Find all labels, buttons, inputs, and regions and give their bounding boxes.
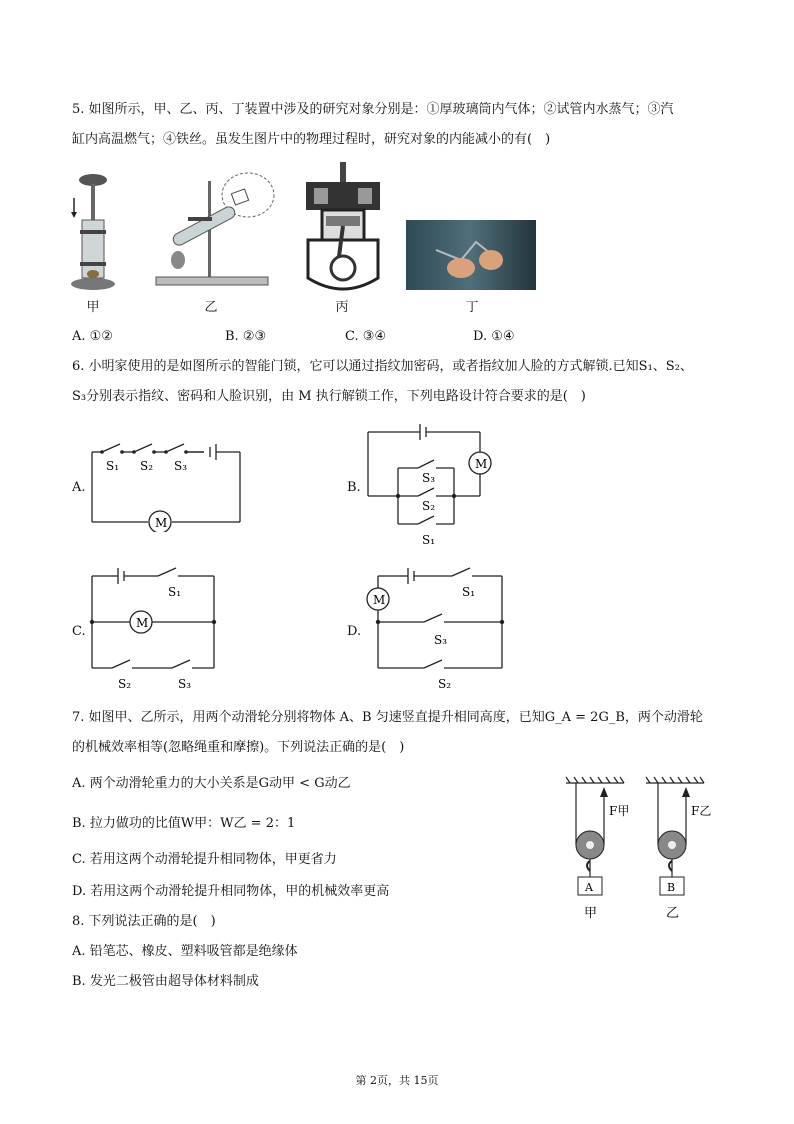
q6-option-b-letter[interactable]: B. (347, 480, 361, 495)
q5-caption-ding: 丁 (465, 300, 479, 315)
circuit-d-s2: S₂ (438, 677, 452, 691)
pulley-block-b: B (667, 881, 676, 894)
circuit-d-diagram (366, 564, 516, 694)
circuit-c-motor: M (136, 616, 149, 630)
q6-option-c-letter[interactable]: C. (72, 624, 86, 639)
circuit-d-motor: M (373, 593, 386, 607)
test-tube-steam-figure (148, 165, 278, 295)
circuit-a-s2: S₂ (140, 459, 154, 473)
circuit-c-diagram (88, 564, 228, 694)
circuit-a-motor: M (155, 516, 168, 530)
circuit-c-s2: S₂ (118, 677, 132, 691)
circuit-c-s1: S₁ (168, 585, 182, 599)
page-footer: 第 2页，共 15页 (355, 1074, 439, 1087)
q7-option-c[interactable]: C. 若用这两个动滑轮提升相同物体，甲更省力 (72, 852, 337, 867)
q7-option-d[interactable]: D. 若用这两个动滑轮提升相同物体，甲的机械效率更高 (72, 884, 390, 899)
q7-option-a[interactable]: A. 两个动滑轮重力的大小关系是G动甲 < G动乙 (72, 776, 351, 791)
engine-cylinder-figure (298, 160, 388, 296)
q7-stem-line2: 的机械效率相等(忽略绳重和摩擦)。下列说法正确的是( ) (72, 740, 405, 755)
pulley-caption-jia: 甲 (584, 906, 598, 921)
q5-option-a[interactable]: A. ①② (72, 329, 113, 344)
circuit-b-s1: S₁ (422, 533, 436, 547)
q5-stem-line1: 5. 如图所示，甲、乙、丙、丁装置中涉及的研究对象分别是：①厚玻璃筒内气体；②试管内水蒸气；③汽 (72, 102, 674, 117)
q5-caption-bing: 丙 (335, 300, 349, 315)
pulley-figure (560, 775, 720, 925)
q8-option-a[interactable]: A. 铅笔芯、橡皮、塑料吸管都是绝缘体 (72, 944, 298, 959)
circuit-c-s3: S₃ (178, 677, 192, 691)
q7-stem-line1: 7. 如图甲、乙所示，用两个动滑轮分别将物体 A、B 匀速竖直提升相同高度，已知G_A = 2G_B，两个动滑轮 (72, 710, 703, 725)
circuit-a-s3: S₃ (174, 459, 188, 473)
q5-option-d[interactable]: D. ①④ (473, 329, 515, 344)
circuit-b-motor: M (475, 457, 488, 471)
circuit-b-s2: S₂ (422, 499, 436, 513)
q6-option-d-letter[interactable]: D. (347, 624, 362, 639)
q8-option-b[interactable]: B. 发光二极管由超导体材料制成 (72, 974, 259, 989)
q5-option-b[interactable]: B. ②③ (225, 329, 267, 344)
q5-option-c[interactable]: C. ③④ (345, 329, 387, 344)
q7-option-b[interactable]: B. 拉力做功的比值W甲：W乙 = 2：1 (72, 816, 296, 831)
circuit-a-diagram (88, 432, 248, 532)
pulley-block-a: A (585, 881, 593, 894)
q6-option-a-letter[interactable]: A. (72, 480, 86, 495)
pulley-force-jia: F甲 (609, 804, 630, 818)
circuit-b-s3: S₃ (422, 471, 436, 485)
circuit-b-diagram (362, 420, 492, 550)
circuit-a-s1: S₁ (106, 459, 120, 473)
q5-caption-yi: 乙 (204, 300, 218, 315)
q6-stem-line2: S₃分别表示指纹、密码和人脸识别，由 M 执行解锁工作，下列电路设计符合要求的是( ) (72, 389, 586, 404)
q8-stem-line1: 8. 下列说法正确的是( ) (72, 914, 216, 929)
circuit-d-s3: S₃ (434, 633, 448, 647)
q5-caption-jia: 甲 (86, 300, 100, 315)
q5-stem-line2: 缸内高温燃气；④铁丝。虽发生图片中的物理过程时，研究对象的内能减小的有( ) (72, 132, 551, 147)
bending-wire-photo (406, 220, 536, 290)
q6-stem-line1: 6. 小明家使用的是如图所示的智能门锁，它可以通过指纹加密码，或者指纹加人脸的方式解锁.已知S₁、S₂、 (72, 359, 693, 374)
pulley-caption-yi: 乙 (666, 906, 680, 921)
pulley-force-yi: F乙 (691, 804, 712, 818)
circuit-d-s1: S₁ (462, 585, 476, 599)
fire-syringe-figure (68, 170, 118, 295)
